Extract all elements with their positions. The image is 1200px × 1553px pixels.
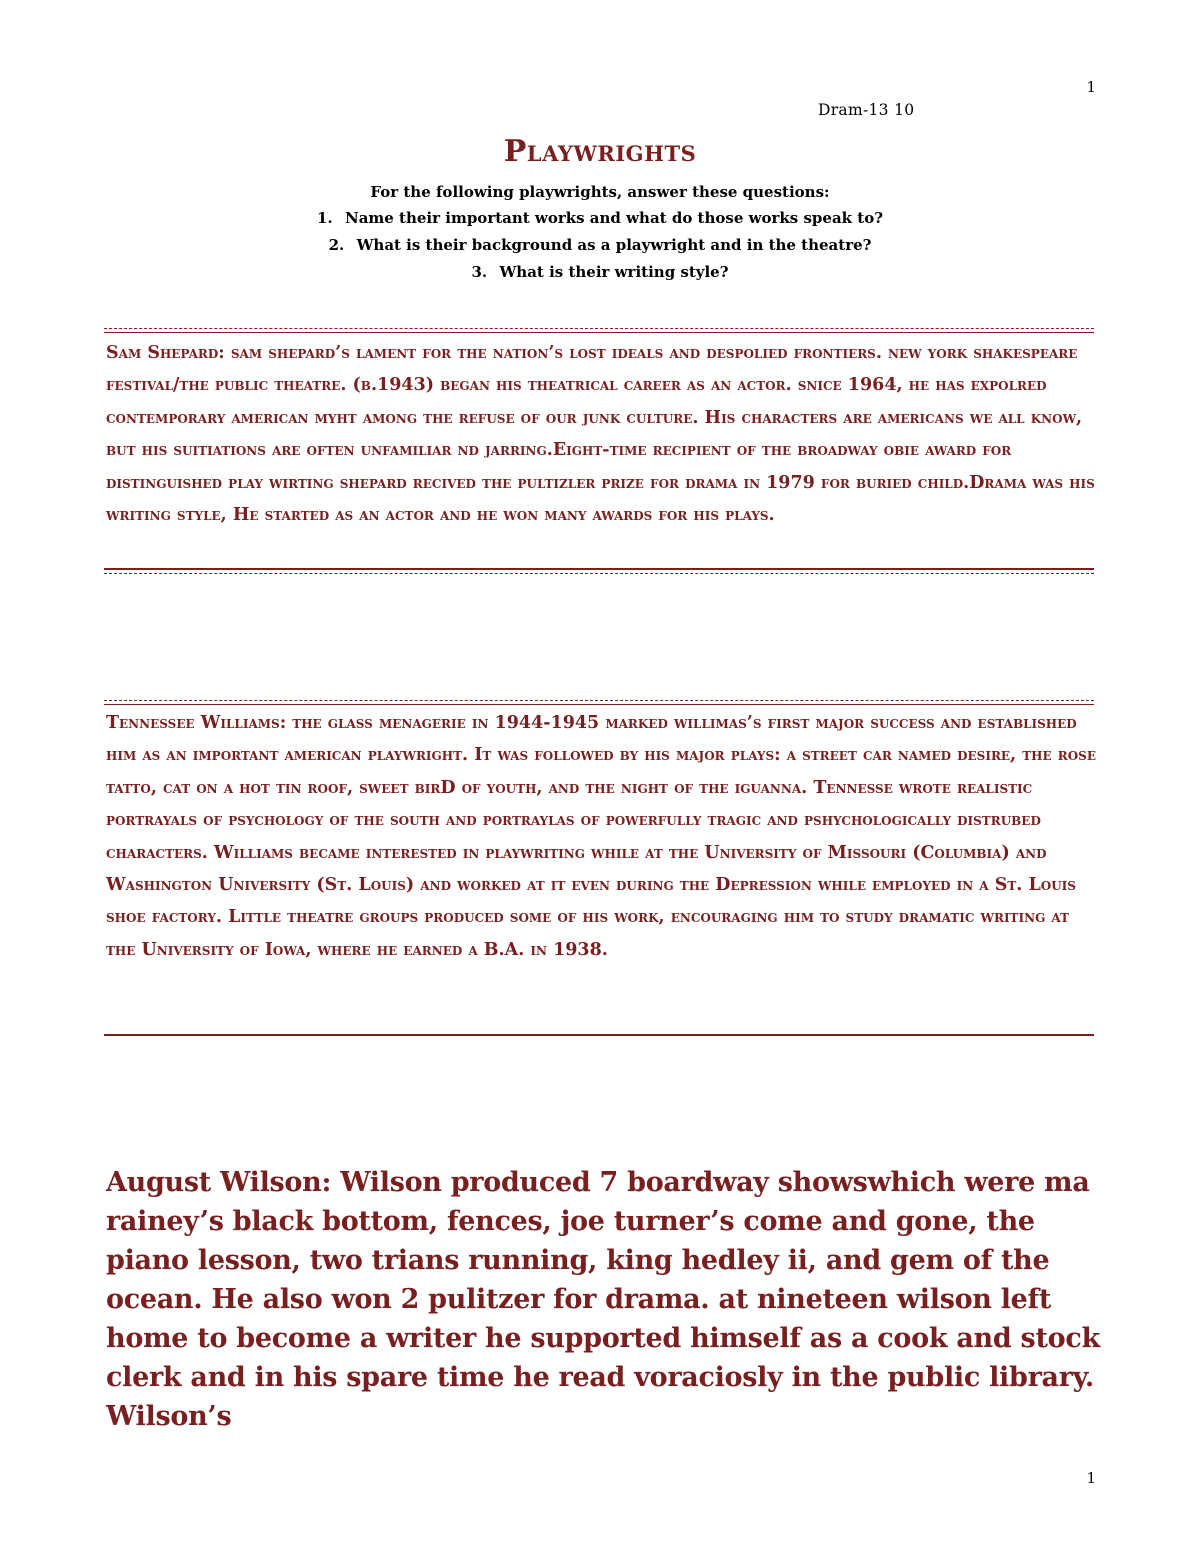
question-text: Name their important works and what do those works speak to? <box>344 209 884 227</box>
playwright-name: Tennessee Williams: <box>106 713 287 733</box>
section-sam-shepard <box>106 337 1098 531</box>
section-divider <box>104 1034 1094 1036</box>
section-divider-dashed <box>104 328 1094 329</box>
question-number: 2. <box>328 236 345 254</box>
section-tennessee-williams <box>106 707 1098 966</box>
page-number-bottom: 1 <box>1086 1469 1096 1487</box>
playwright-bio: sam shepard’s lament for the nation’s lost ideals and despolied frontiers. new york shakespeare festival/the public theatre. (b.1943) began his theatrical career as an actor. snice 1964, he has expolred contemporary american myht among the refuse of our junk culture. His characters are americans we all know, but his suitiations are often unfamiliar nd jarring.Eight-time recipient of the broadway obie award for distinguished play wirting shepard recived the pultizler prize for drama in 1979 for buried child.Drama was his writing style, He started as an actor and he won many awards for his plays. <box>106 343 1095 526</box>
question-list <box>0 205 1200 286</box>
instructions <box>0 181 1200 286</box>
course-code: Dram-13 10 <box>818 101 915 119</box>
section-divider <box>104 704 1094 705</box>
playwright-bio: the glass menagerie in 1944-1945 marked willimas’s first major success and established him as an important american playwright. It was followed by his major plays: a street car named desire, the rose tatto, cat on a hot tin roof, sweet birD of youth, and the night of the iguanna. Tennesse wrote realistic portrayals of psychology of the south and portraylas of powerfully tragic and pshychologically distrubed characters. Williams became interested in playwriting while at the University of Missouri (Columbia) and Washington University (St. Louis) and worked at it even during the Depression while employed in a St. Louis shoe factory. Little theatre groups produced some of his work, encouraging him to study dramatic writing at the University of Iowa, where he earned a B.A. in 1938. <box>106 713 1096 960</box>
question-text: What is their writing style? <box>499 263 729 281</box>
question-item <box>0 205 1200 232</box>
page-title: Playwrights <box>503 134 697 169</box>
section-divider-dashed <box>104 700 1094 701</box>
section-divider <box>104 332 1094 333</box>
question-text: What is their background as a playwright and in the theatre? <box>356 236 872 254</box>
section-divider <box>104 568 1094 570</box>
section-divider-dashed <box>104 573 1094 574</box>
question-item <box>0 232 1200 259</box>
page-number-top: 1 <box>1086 78 1096 96</box>
question-number: 1. <box>316 209 333 227</box>
question-number: 3. <box>471 263 488 281</box>
instructions-lead: For the following playwrights, answer these questions: <box>370 183 830 201</box>
question-item <box>0 259 1200 286</box>
playwright-name: Sam Shepard: <box>106 343 225 363</box>
section-august-wilson: August Wilson: Wilson produced 7 boardway showswhich were ma rainey’s black bottom, fences, joe turner’s come and gone, the piano lesson, two trians running, king hedley ii, and gem of the ocean. He also won 2 pulitzer for drama. at nineteen wilson left home to become a writer he supported himself as a cook and stock clerk and in his spare time he read voraciosly in the public library. Wilson’s <box>106 1167 1100 1432</box>
